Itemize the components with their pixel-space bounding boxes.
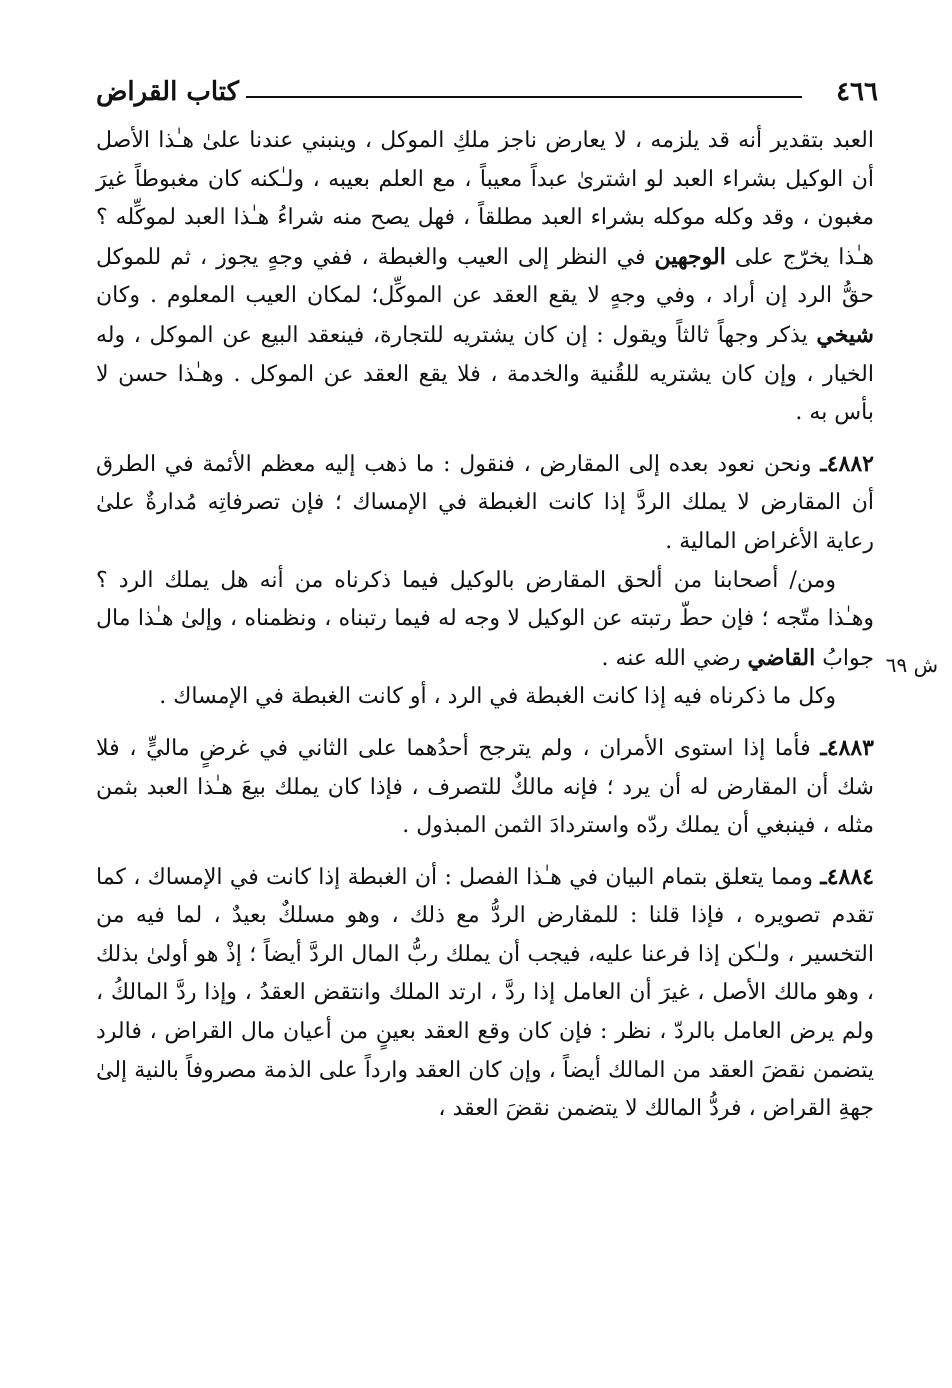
bold-term: شيخي bbox=[816, 321, 874, 348]
paragraph-1 bbox=[96, 122, 874, 433]
paragraph-number: ٤٨٨٤ـ bbox=[820, 863, 874, 890]
paragraph-4883 bbox=[96, 729, 874, 846]
paragraph-text: وكل ما ذكرناه فيه إذا كانت الغبطة في الرد ، أو كانت الغبطة في الإمساك . bbox=[159, 684, 836, 710]
paragraph-4882 bbox=[96, 445, 874, 562]
page-body bbox=[96, 122, 874, 1129]
header-rule bbox=[246, 96, 802, 98]
paragraph-text: فأما إذا استوى الأمران ، ولم يترجح أحدُهما على الثاني في غرضٍ ماليٍّ ، فلا شك أن المقارض له أن يرد ؛ فإنه مالكٌ للتصرف ، فإذا كان يملك بيعَ هـٰذا العبد بثمن مثله ، فينبغي أن يملك ردّه واستردادَ الثمن المبذول . bbox=[96, 735, 874, 839]
paragraph-number: ٤٨٨٢ـ bbox=[820, 450, 874, 477]
paragraph-text: العبد بتقدير أنه قد يلزمه ، لا يعارض ناجز ملكِ الموكل ، وينبني عندنا علىٰ هـٰذا الأصل أن الوكيل بشراء العبد لو اشترىٰ عبداً معيباً ، مع العلم بعيبه ، ولـٰكنه كان مغبوطاً غيرَ مغبون ، وقد وكله موكله بشراء العبد مطلقاً ، فهل يصح منه شراءُ هـٰذا العبد لموكِّله ؟ هـٰذا يخرّج على bbox=[96, 128, 874, 270]
paragraph-text: يذكر وجهاً ثالثاً ويقول : إن كان يشتريه للتجارة، فينعقد البيع عن الموكل ، وله الخيار ، وإن كان يشتريه للقُنية والخدمة ، فلا يقع العقد عن الموكل . وهـٰذا حسن لا بأس به . bbox=[96, 322, 874, 426]
bold-term: الوجهين bbox=[654, 243, 726, 270]
paragraph-text: في النظر إلى العيب والغبطة ، ففي وجهٍ يجوز ، ثم للموكل حقُّ الرد إن أراد ، وفي وجهٍ لا يقع العقد عن الموكِّل؛ لمكان العيب المعلوم . وكان bbox=[96, 244, 874, 309]
paragraph-number: ٤٨٨٣ـ bbox=[820, 734, 874, 761]
paragraph-4 bbox=[96, 678, 874, 717]
page-number: ٤٦٦ bbox=[836, 77, 878, 107]
bold-term: القاضي bbox=[747, 644, 816, 671]
paragraph-text: ومما يتعلق بتمام البيان في هـٰذا الفصل : أن الغبطة إذا كانت في الإمساك ، كما تقدم تصويره ، فإذا قلنا : للمقارض الردُّ مع ذلك ، وهو مسلكٌ بعيدٌ ، لما فيه من التخسير ، ولـٰكن إذا فرعنا عليه، فيجب أن يملك ربُّ المال الردَّ أيضاً ؛ إذْ هو أولىٰ بذلك ، وهو مالك الأصل ، غيرَ أن العامل إذا ردَّ ، ارتد الملك وانتقض العقدُ ، وإذا ردَّ المالكُ ، ولم يرض العامل بالردّ ، نظر : فإن كان وقع العقد بعينٍ من أعيان مال القراض ، فالرد يتضمن نقضَ العقد من المالك أيضاً ، وإن كان العقد وارداً على الذمة مصروفاً بالنية إلىٰ جهةِ القراض ، فردُّ المالك لا يتضمن نقضَ العقد ، bbox=[96, 864, 874, 1122]
paragraph-3 bbox=[96, 562, 874, 679]
paragraph-text: رضي الله عنه . bbox=[601, 645, 748, 671]
paragraph-text: ومن/ أصحابنا من ألحق المقارض بالوكيل فيما ذكرناه من أنه هل يملك الرد ؟ وهـٰذا متّجه ؛ فإن حطّ رتبته عن الوكيل لا وجه له فيما رتبناه ، ونظمناه ، وإلىٰ هـٰذا مال جوابُ bbox=[96, 567, 874, 671]
book-title: كتاب القراض bbox=[96, 77, 239, 107]
paragraph-text: ونحن نعود بعده إلى المقارض ، فنقول : ما ذهب إليه معظم الأئمة في الطرق أن المقارض لا يملك الردَّ إذا كانت الغبطة في الإمساك ؛ فإن تصرفاتِه مُدارةٌ علىٰ رعاية الأغراض المالية . bbox=[96, 451, 874, 554]
margin-note: ش ٦٩ bbox=[885, 653, 938, 677]
page-header bbox=[96, 72, 878, 112]
paragraph-4884 bbox=[96, 858, 874, 1129]
